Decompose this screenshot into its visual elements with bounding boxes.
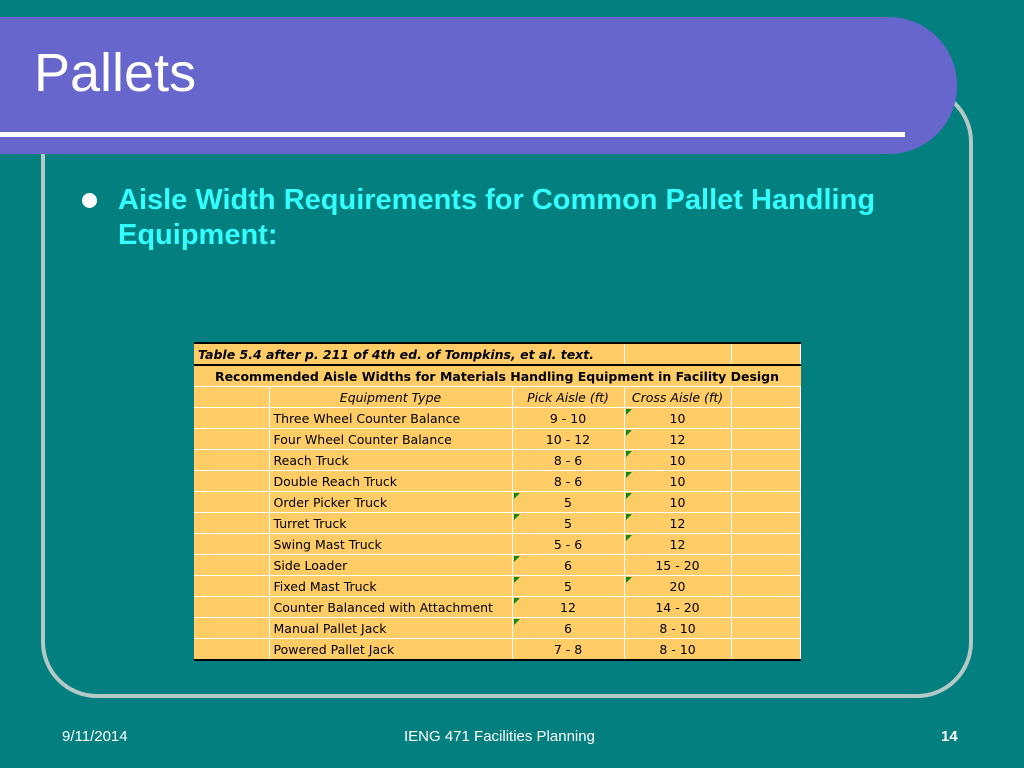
table-cell xyxy=(624,343,731,365)
slide-title: Pallets xyxy=(34,43,197,103)
table-cell xyxy=(194,534,269,555)
table-row xyxy=(194,408,800,429)
table-cell xyxy=(194,387,269,408)
table-cell xyxy=(731,639,800,661)
equipment-type-cell: Double Reach Truck xyxy=(269,471,512,492)
table-cell xyxy=(731,597,800,618)
cross-aisle-cell: 10 xyxy=(624,471,731,492)
table-cell xyxy=(194,555,269,576)
equipment-type-cell: Three Wheel Counter Balance xyxy=(269,408,512,429)
table-cell xyxy=(731,471,800,492)
equipment-type-cell: Fixed Mast Truck xyxy=(269,576,512,597)
cross-aisle-cell: 8 - 10 xyxy=(624,618,731,639)
table-cell xyxy=(731,408,800,429)
table-cell xyxy=(194,492,269,513)
table-cell xyxy=(194,639,269,661)
table-row xyxy=(194,576,800,597)
equipment-type-cell: Reach Truck xyxy=(269,450,512,471)
equipment-type-cell: Powered Pallet Jack xyxy=(269,639,512,661)
bullet-text: Aisle Width Requirements for Common Pallet Handling Equipment: xyxy=(118,184,876,251)
table-row xyxy=(194,555,800,576)
cross-aisle-cell: 10 xyxy=(624,408,731,429)
table-cell xyxy=(731,450,800,471)
aisle-width-table xyxy=(194,342,801,661)
table-cell xyxy=(194,450,269,471)
table-row xyxy=(194,471,800,492)
table-cell xyxy=(194,429,269,450)
pick-aisle-cell: 8 - 6 xyxy=(512,450,624,471)
cross-aisle-cell: 12 xyxy=(624,513,731,534)
table-cell xyxy=(194,618,269,639)
cross-aisle-cell: 10 xyxy=(624,492,731,513)
table-row xyxy=(194,492,800,513)
table-cell xyxy=(731,429,800,450)
bullet-icon xyxy=(82,193,97,208)
equipment-type-cell: Manual Pallet Jack xyxy=(269,618,512,639)
table-row xyxy=(194,513,800,534)
table-row xyxy=(194,597,800,618)
table-column-header-row xyxy=(194,387,800,408)
title-underline xyxy=(0,132,905,137)
table-heading-row xyxy=(194,365,800,387)
equipment-type-cell: Counter Balanced with Attachment xyxy=(269,597,512,618)
table-cell xyxy=(194,513,269,534)
footer-course: IENG 471 Facilities Planning xyxy=(404,728,595,745)
footer-date: 9/11/2014 xyxy=(62,728,128,745)
table-row xyxy=(194,618,800,639)
equipment-type-cell: Swing Mast Truck xyxy=(269,534,512,555)
column-header-cross-aisle: Cross Aisle (ft) xyxy=(624,387,731,408)
table-cell xyxy=(194,597,269,618)
table-cell xyxy=(731,492,800,513)
table-cell xyxy=(731,618,800,639)
table-cell xyxy=(194,408,269,429)
table-cell xyxy=(731,555,800,576)
page-number: 14 xyxy=(941,728,958,745)
cross-aisle-cell: 10 xyxy=(624,450,731,471)
pick-aisle-cell: 5 - 6 xyxy=(512,534,624,555)
table-cell xyxy=(194,576,269,597)
table-cell xyxy=(731,534,800,555)
column-header-pick-aisle: Pick Aisle (ft) xyxy=(512,387,624,408)
equipment-type-cell: Four Wheel Counter Balance xyxy=(269,429,512,450)
pick-aisle-cell: 5 xyxy=(512,513,624,534)
table-row xyxy=(194,450,800,471)
equipment-type-cell: Side Loader xyxy=(269,555,512,576)
pick-aisle-cell: 9 - 10 xyxy=(512,408,624,429)
table-cell xyxy=(194,471,269,492)
cross-aisle-cell: 15 - 20 xyxy=(624,555,731,576)
pick-aisle-cell: 10 - 12 xyxy=(512,429,624,450)
table-heading: Recommended Aisle Widths for Materials Handling Equipment in Facility Design xyxy=(194,365,800,387)
column-header-equipment: Equipment Type xyxy=(269,387,512,408)
pick-aisle-cell: 6 xyxy=(512,555,624,576)
table-caption-row xyxy=(194,343,800,365)
table-cell xyxy=(731,387,800,408)
cross-aisle-cell: 14 - 20 xyxy=(624,597,731,618)
cross-aisle-cell: 8 - 10 xyxy=(624,639,731,661)
pick-aisle-cell: 6 xyxy=(512,618,624,639)
equipment-type-cell: Order Picker Truck xyxy=(269,492,512,513)
pick-aisle-cell: 12 xyxy=(512,597,624,618)
table-caption: Table 5.4 after p. 211 of 4th ed. of Tompkins, et al. text. xyxy=(194,343,624,365)
table-cell xyxy=(731,513,800,534)
cross-aisle-cell: 12 xyxy=(624,429,731,450)
pick-aisle-cell: 7 - 8 xyxy=(512,639,624,661)
table-row xyxy=(194,639,800,661)
cross-aisle-cell: 20 xyxy=(624,576,731,597)
cross-aisle-cell: 12 xyxy=(624,534,731,555)
table-cell xyxy=(731,576,800,597)
table-row xyxy=(194,429,800,450)
pick-aisle-cell: 5 xyxy=(512,492,624,513)
pick-aisle-cell: 5 xyxy=(512,576,624,597)
table-row xyxy=(194,534,800,555)
equipment-type-cell: Turret Truck xyxy=(269,513,512,534)
table-cell xyxy=(731,343,800,365)
pick-aisle-cell: 8 - 6 xyxy=(512,471,624,492)
